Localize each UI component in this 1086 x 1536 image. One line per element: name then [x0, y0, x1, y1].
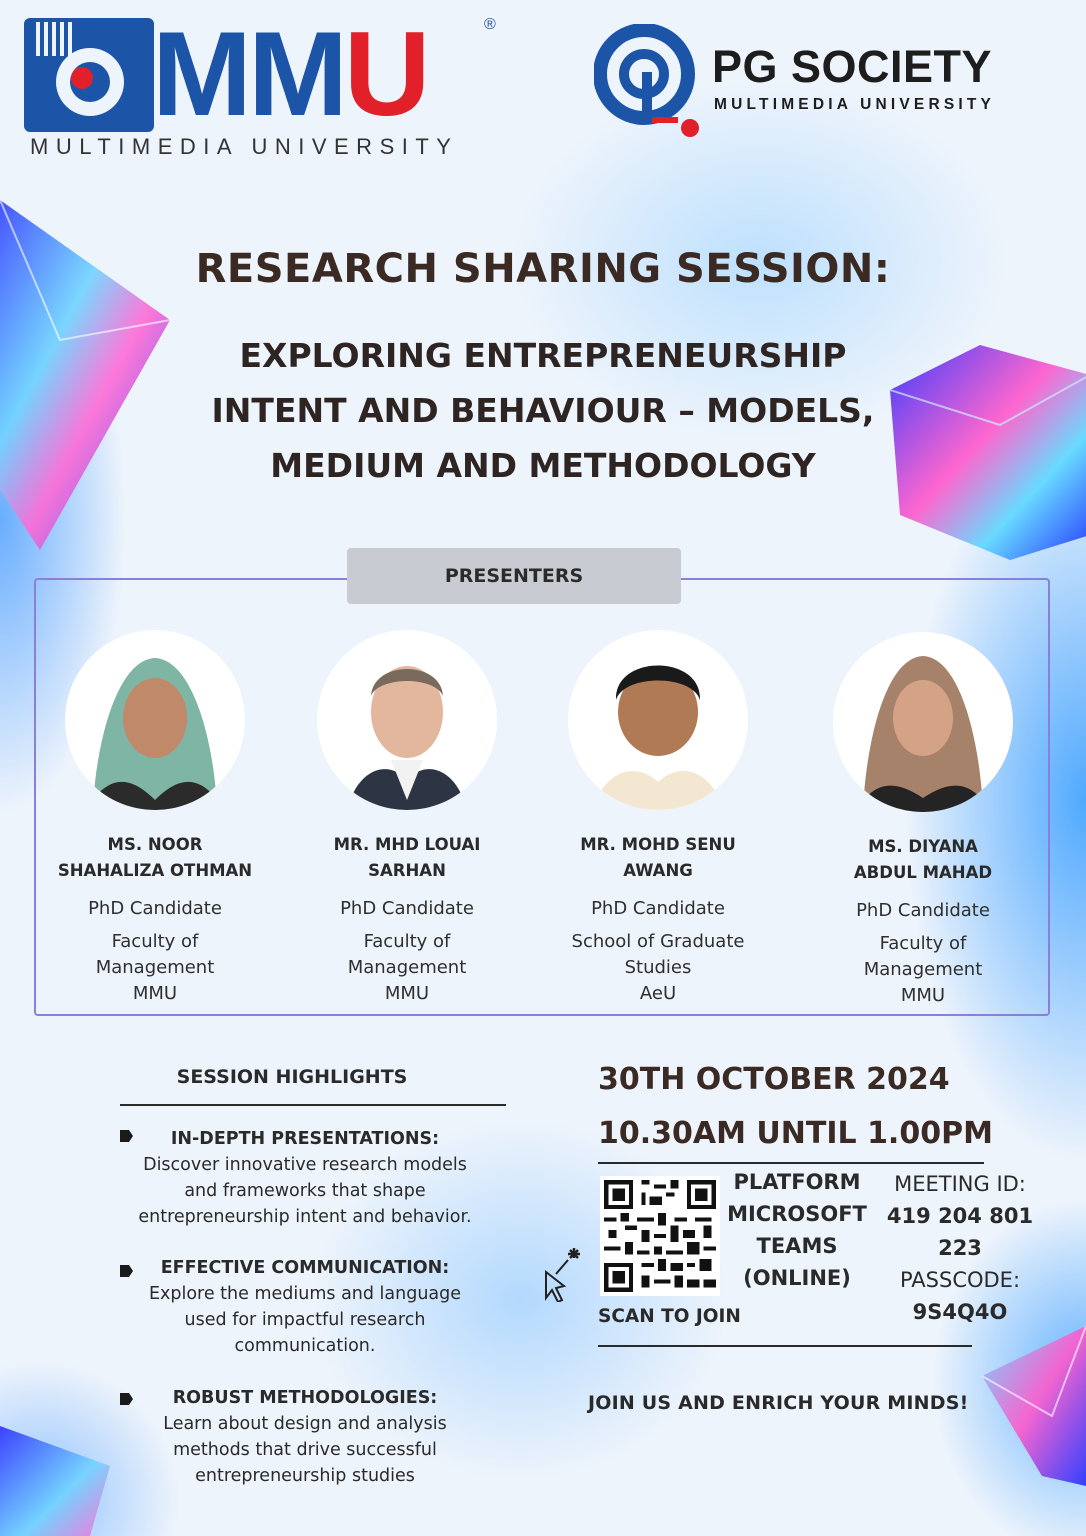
presenter-affiliation: Faculty of Management MMU — [347, 931, 467, 1004]
highlight-heading: EFFECTIVE COMMUNICATION: — [160, 1258, 450, 1278]
presenter-card — [543, 630, 773, 1007]
meeting-info — [872, 1168, 1048, 1328]
presenter-name: MS. DIYANA ABDUL MAHAD — [853, 837, 993, 882]
presenter-name: MR. MOHD SENU AWANG — [580, 835, 736, 880]
presenter-card — [808, 632, 1038, 1009]
presenter-photo — [833, 632, 1013, 812]
divider — [598, 1162, 984, 1164]
highlight-text: Discover innovative research models and frameworks that shape entrepreneurship intent and behavior. — [138, 1155, 472, 1227]
meeting-id[interactable]: 419 204 801 223 — [886, 1204, 1034, 1260]
presenter-role: PhD Candidate — [591, 898, 725, 919]
highlight-heading: IN-DEPTH PRESENTATIONS: — [170, 1129, 440, 1149]
session-highlights-title: SESSION HIGHLIGHTS — [176, 1066, 408, 1088]
mmu-logo-subtitle: MULTIMEDIA UNIVERSITY — [30, 134, 459, 159]
mmu-emblem-icon — [24, 18, 154, 132]
pg-society-emblem-icon — [594, 24, 704, 140]
presenter-role: PhD Candidate — [340, 898, 474, 919]
mmu-logo — [24, 7, 504, 164]
scan-to-join-label: SCAN TO JOIN — [598, 1306, 741, 1327]
join-call-to-action: JOIN US AND ENRICH YOUR MINDS! — [588, 1392, 969, 1414]
subtitle-line: EXPLORING ENTREPRENEURSHIP — [239, 336, 847, 375]
presenter-card — [292, 630, 522, 1007]
pg-society-logo — [594, 24, 1064, 142]
subtitle-line: INTENT AND BEHAVIOUR – MODELS, — [211, 391, 875, 430]
event-time: 10.30AM UNTIL 1.00PM — [598, 1116, 993, 1151]
presenter-card — [40, 630, 270, 1007]
presenter-affiliation: Faculty of Management MMU — [95, 931, 215, 1004]
passcode[interactable]: 9S4Q4O — [912, 1300, 1008, 1324]
presenter-role: PhD Candidate — [856, 900, 990, 921]
subtitle-line: MEDIUM AND METHODOLOGY — [270, 446, 816, 485]
presenters-label: PRESENTERS — [347, 548, 681, 604]
highlight-item — [120, 1385, 490, 1489]
qr-code[interactable] — [600, 1176, 720, 1296]
highlight-heading: ROBUST METHODOLOGIES: — [172, 1388, 438, 1408]
highlight-text: Learn about design and analysis methods that drive successful entrepreneurship studies — [163, 1414, 447, 1486]
highlight-text: Explore the mediums and language used for impactful research communication. — [148, 1284, 462, 1356]
presenter-role: PhD Candidate — [88, 898, 222, 919]
presenter-name: MS. NOOR SHAHALIZA OTHMAN — [57, 835, 253, 880]
divider — [120, 1104, 506, 1106]
crystal-decoration-bottom-left — [0, 1416, 110, 1536]
presenter-photo — [568, 630, 748, 810]
event-date: 30TH OCTOBER 2024 — [598, 1062, 950, 1097]
presenter-photo — [317, 630, 497, 810]
highlight-item — [120, 1126, 490, 1230]
bullet-icon — [120, 1393, 133, 1405]
registered-mark: ® — [484, 16, 496, 33]
presenter-affiliation: Faculty of Management MMU — [863, 933, 983, 1006]
pg-society-subtitle: MULTIMEDIA UNIVERSITY — [714, 96, 996, 113]
crystal-decoration-bottom-right — [972, 1326, 1086, 1486]
divider — [598, 1345, 972, 1347]
event-subtitle — [140, 328, 946, 493]
presenter-name: MR. MHD LOUAI SARHAN — [333, 835, 481, 880]
presenter-photo — [65, 630, 245, 810]
platform-info: PLATFORM MICROSOFT TEAMS (ONLINE) — [727, 1170, 867, 1290]
meeting-id-label: MEETING ID: — [894, 1172, 1026, 1196]
bullet-icon — [120, 1130, 133, 1142]
cursor-click-icon — [540, 1244, 590, 1302]
bullet-icon — [120, 1265, 133, 1277]
pg-society-title: PG SOCIETY — [712, 41, 993, 92]
mmu-wordmark: MMU — [152, 7, 427, 141]
event-title: RESEARCH SHARING SESSION: — [195, 246, 891, 292]
highlight-item — [120, 1255, 490, 1359]
presenter-affiliation: School of Graduate Studies AeU — [571, 931, 745, 1004]
passcode-label: PASSCODE: — [899, 1268, 1021, 1292]
